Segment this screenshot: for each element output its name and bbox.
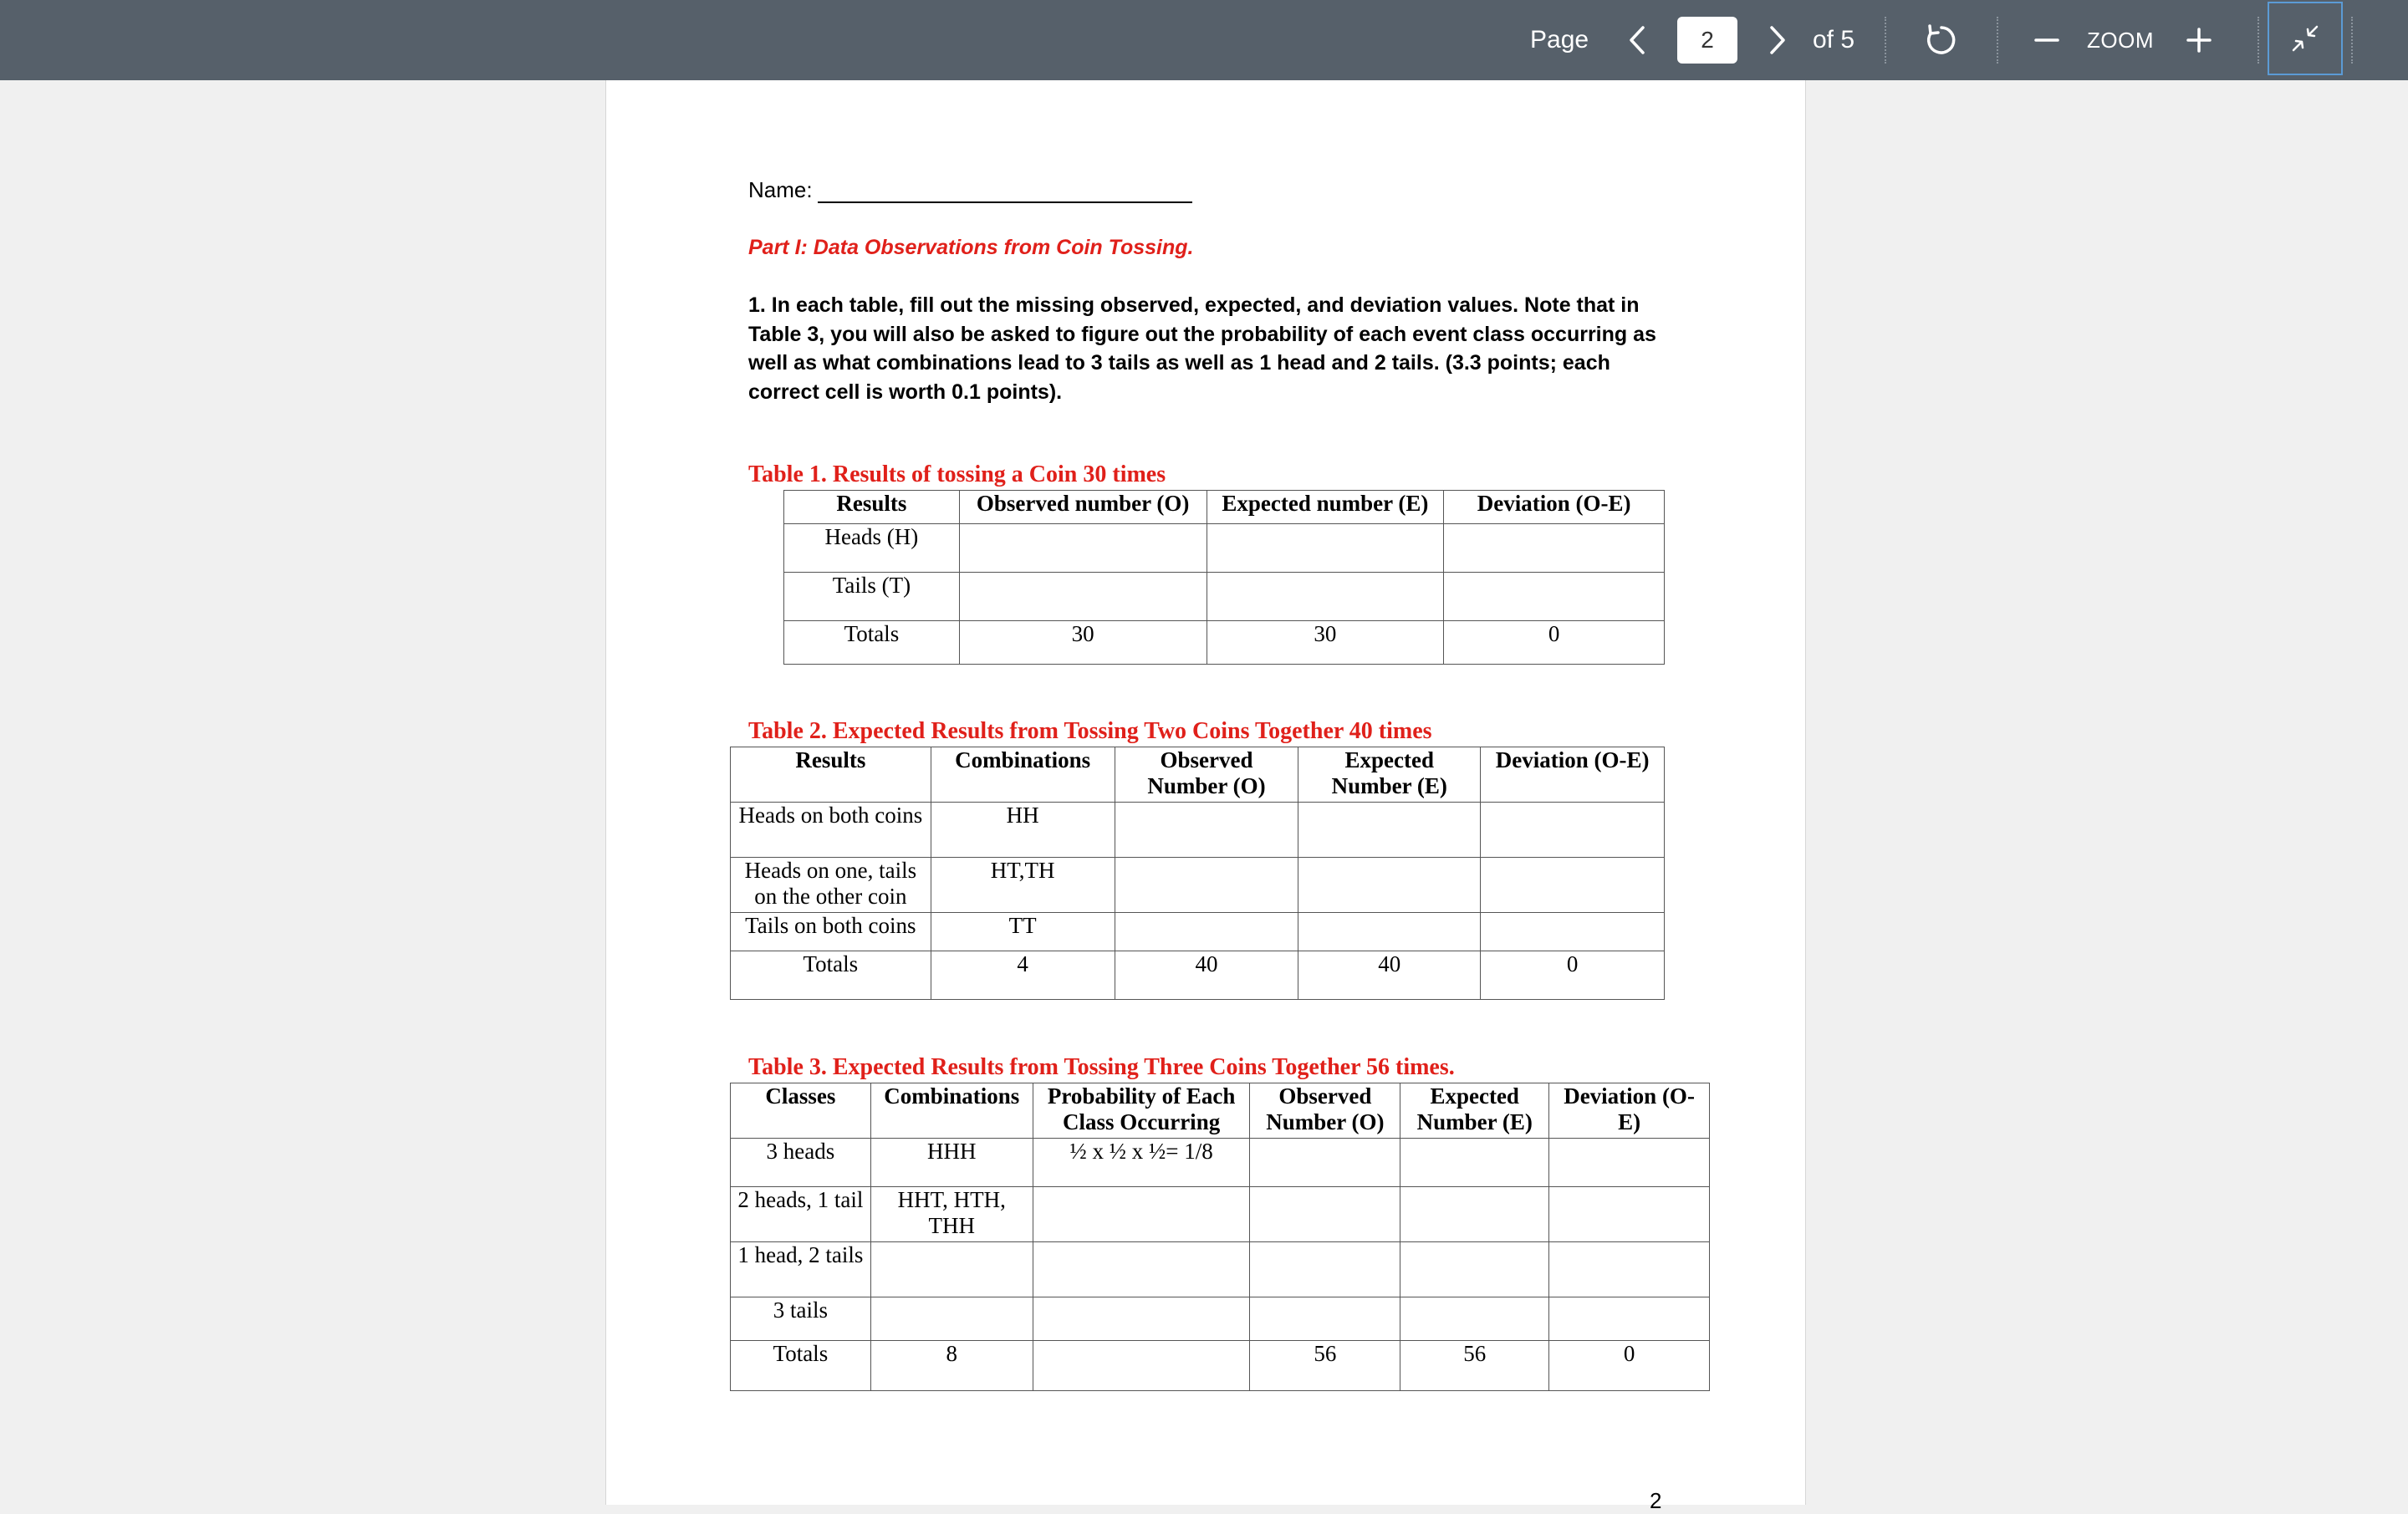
table3-cell: HHT, HTH, THH: [870, 1187, 1033, 1242]
minus-icon: [2034, 38, 2059, 43]
table-row: [784, 621, 1665, 665]
table1-cell: Tails (T): [784, 573, 960, 621]
table2-cell: [1115, 858, 1298, 913]
table2-header: Results: [731, 747, 931, 803]
table3-header: Expected Number (E): [1400, 1083, 1549, 1139]
table2-cell: [1298, 913, 1481, 951]
table1-header: Results: [784, 491, 960, 524]
table3-cell: ½ x ½ x ½= 1/8: [1033, 1139, 1250, 1187]
page-label: Page: [1530, 26, 1589, 54]
table1-cell: [959, 573, 1207, 621]
page-number-input[interactable]: [1677, 17, 1737, 64]
table3-cell: [1033, 1242, 1250, 1297]
table2-cell: [1298, 803, 1481, 858]
table-row: [784, 524, 1665, 573]
table3-cell: [1033, 1187, 1250, 1242]
table1-header: Expected number (E): [1207, 491, 1444, 524]
table3-header: Deviation (O-E): [1549, 1083, 1710, 1139]
table1-cell: 0: [1444, 621, 1665, 665]
table3-cell: [870, 1242, 1033, 1297]
table1-cell: 30: [1207, 621, 1444, 665]
part-title: Part I: Data Observations from Coin Tossing.: [748, 236, 1194, 259]
table3-cell: [1033, 1297, 1250, 1341]
previous-page-button[interactable]: [1619, 18, 1656, 62]
table2-cell: [1115, 803, 1298, 858]
table2-cell: [1115, 913, 1298, 951]
table1-header: Observed number (O): [959, 491, 1207, 524]
document-page: [605, 80, 1806, 1513]
table2-cell: Tails on both coins: [731, 913, 931, 951]
table3-cell: Totals: [731, 1341, 871, 1391]
plus-icon: [2186, 27, 2212, 54]
next-page-button[interactable]: [1759, 18, 1796, 62]
table-row: [731, 1187, 1710, 1242]
table1-cell: [1444, 524, 1665, 573]
table2-caption: Table 2. Expected Results from Tossing Two Coins Together 40 times: [748, 718, 1432, 744]
table3-cell: 56: [1400, 1341, 1549, 1391]
table2-cell: Totals: [731, 951, 931, 1000]
table3-cell: 56: [1250, 1341, 1400, 1391]
page-count-label: of 5: [1813, 26, 1855, 54]
rotate-icon: [1924, 23, 1959, 58]
zoom-label: ZOOM: [2087, 27, 2154, 53]
toolbar-divider: [1885, 17, 1886, 64]
table3-cell: [1549, 1297, 1710, 1341]
table2-cell: [1481, 858, 1665, 913]
table1-cell: [959, 524, 1207, 573]
table1-cell: Totals: [784, 621, 960, 665]
table2-cell: [1298, 858, 1481, 913]
toolbar-divider: [1997, 17, 1998, 64]
table-row: [731, 1242, 1710, 1297]
table3-header: Observed Number (O): [1250, 1083, 1400, 1139]
exit-fullscreen-icon: [2288, 22, 2322, 55]
table1-cell: [1444, 573, 1665, 621]
name-line: [818, 178, 1192, 203]
chevron-left-icon: [1628, 25, 1646, 55]
table3-cell: 8: [870, 1341, 1033, 1391]
table1-caption: Table 1. Results of tossing a Coin 30 times: [748, 461, 1166, 487]
table-row: [731, 951, 1665, 1000]
table2-header: Deviation (O-E): [1481, 747, 1665, 803]
table3-cell: 3 heads: [731, 1139, 871, 1187]
table2-cell: 0: [1481, 951, 1665, 1000]
table-row: [731, 913, 1665, 951]
table1-cell: Heads (H): [784, 524, 960, 573]
table2-cell: 40: [1298, 951, 1481, 1000]
table3-cell: 3 tails: [731, 1297, 871, 1341]
page-number: 2: [1650, 1488, 1662, 1513]
table3-cell: HHH: [870, 1139, 1033, 1187]
table-row: [731, 1297, 1710, 1341]
table2-header: Observed Number (O): [1115, 747, 1298, 803]
rotate-button[interactable]: [1920, 18, 1963, 62]
table1-cell: [1207, 573, 1444, 621]
table2-cell: HH: [931, 803, 1115, 858]
table3-header: Combinations: [870, 1083, 1033, 1139]
toolbar-divider: [2258, 17, 2259, 64]
instructions: 1. In each table, fill out the missing observed, expected, and deviation values. Note that in Table 3, you will also be asked to figure out the probability of each event class occurring as well as what combinations lead to 3 tails as well as 1 head and 2 tails. (3.3 points; each correct cell is worth 0.1 points).: [748, 293, 1656, 404]
table3-cell: [1549, 1187, 1710, 1242]
table3-cell: [1549, 1139, 1710, 1187]
table2-header: Expected Number (E): [1298, 747, 1481, 803]
zoom-out-button[interactable]: [2027, 18, 2067, 62]
zoom-in-button[interactable]: [2179, 18, 2219, 62]
viewer-toolbar: [0, 0, 2408, 80]
table2-cell: Heads on both coins: [731, 803, 931, 858]
table2-cell: [1481, 913, 1665, 951]
table3-caption: Table 3. Expected Results from Tossing Three Coins Together 56 times.: [748, 1054, 1455, 1080]
table3-cell: 1 head, 2 tails: [731, 1242, 871, 1297]
table2-cell: 40: [1115, 951, 1298, 1000]
table2-cell: Heads on one, tails on the other coin: [731, 858, 931, 913]
name-label: Name:: [748, 177, 813, 202]
table3-cell: [1250, 1139, 1400, 1187]
table3-cell: [1400, 1139, 1549, 1187]
table3-cell: [1549, 1242, 1710, 1297]
table1-header: Deviation (O-E): [1444, 491, 1665, 524]
table2-cell: TT: [931, 913, 1115, 951]
table3: [730, 1083, 1710, 1391]
table3-cell: [870, 1297, 1033, 1341]
table3-cell: [1400, 1187, 1549, 1242]
table3-cell: 0: [1549, 1341, 1710, 1391]
table3-cell: [1400, 1297, 1549, 1341]
table2-header: Combinations: [931, 747, 1115, 803]
table2-cell: [1481, 803, 1665, 858]
table-row: [731, 1341, 1710, 1391]
table1-cell: [1207, 524, 1444, 573]
exit-fullscreen-button[interactable]: [2268, 2, 2343, 75]
table1-cell: 30: [959, 621, 1207, 665]
chevron-right-icon: [1768, 25, 1787, 55]
table3-cell: [1250, 1187, 1400, 1242]
table-row: [731, 803, 1665, 858]
table-row: [784, 573, 1665, 621]
table3-cell: 2 heads, 1 tail: [731, 1187, 871, 1242]
table2: [730, 747, 1665, 1000]
table2-cell: HT,TH: [931, 858, 1115, 913]
table3-header: Classes: [731, 1083, 871, 1139]
toolbar-divider: [2351, 17, 2353, 64]
table3-cell: [1400, 1242, 1549, 1297]
table3-cell: [1250, 1242, 1400, 1297]
table3-cell: [1033, 1341, 1250, 1391]
table3-cell: [1250, 1297, 1400, 1341]
table1: [783, 490, 1665, 665]
table3-header: Probability of Each Class Occurring: [1033, 1083, 1250, 1139]
table2-cell: 4: [931, 951, 1115, 1000]
name-row: [748, 177, 1192, 203]
table-row: [731, 858, 1665, 913]
table-row: [731, 1139, 1710, 1187]
